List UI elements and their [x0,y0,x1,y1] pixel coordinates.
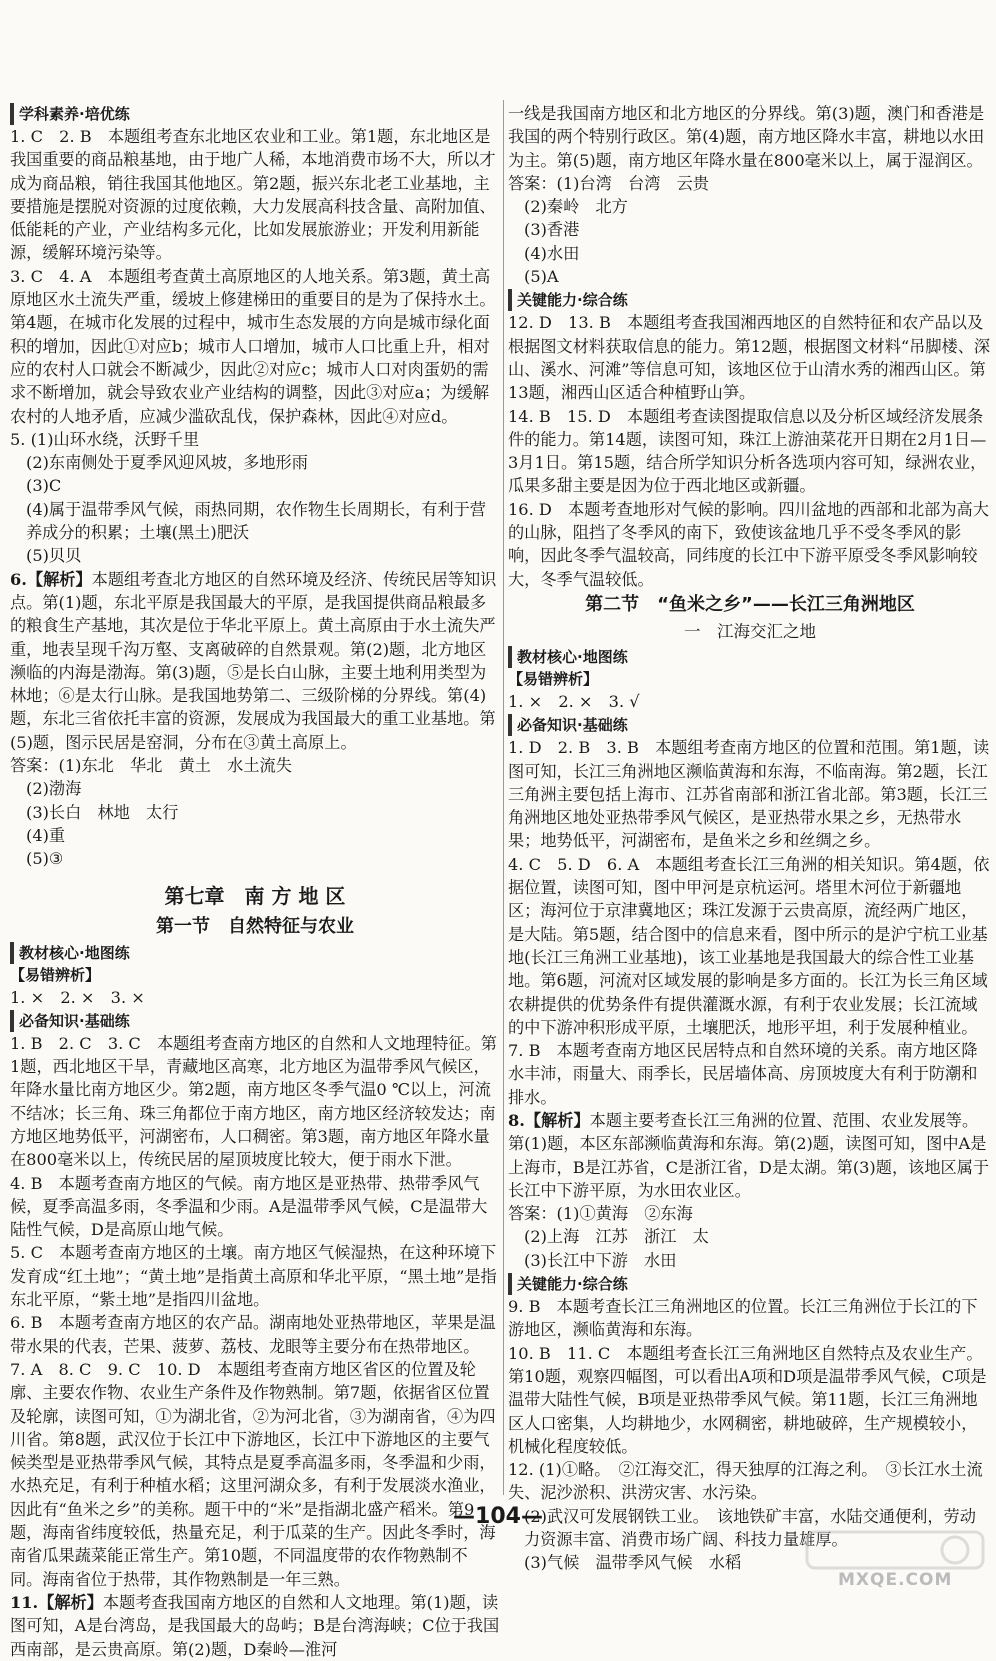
error-analysis-tag: 【易错辨析】 [10,965,101,984]
answer-item: 9. B 本题考查长江三角洲地区的位置。长江三角洲位于长江的下游地区，濒临黄海和东海。 [508,1297,978,1340]
answer-item: 4. C 5. D 6. A 本题组考查长江三角洲的相关知识。第4题，依据位置，读图可知，图中甲河是京杭运河。塔里木河位于新疆地区；海河位于京津冀地区；珠江发源于云贵高原，流经两广地区，是大陆。第5题，结合图中的信息来看，图中所示的是沪宁杭工业基地(长江三角洲工业基地)，该工业基地是我国最大的综合性工业基地。第6题，河流对区域发展的影响是多方面的。长江为长三角区域农耕提供的优势条件有提供灌溉水源，有利于农业发展；长江流域的中下游冲积形成平原，土壤肥沃，地形平坦，利于发展种植业。 [508,854,990,1037]
answer-subitem: (5)A [524,267,559,287]
answer-item: 14. B 15. D 本题组考查读图提取信息以及分析区域经济发展条件的能力。第14题，读图可知，珠江上游油菜花开日期在2月1日—3月1日。第15题，结合所学知识分析各选项内容可知，绿洲农业，瓜果多甜主要是因为位于西北地区或新疆。 [508,406,987,496]
answer-item: 1. × 2. × 3. × [10,987,145,1007]
answer-item: 一线是我国南方地区和北方地区的分界线。第(3)题，澳门和香港是我国的两个特别行政区。第(4)题，南方地区降水丰富，耕地以水田为主。第(5)题，南方地区年降水量在800毫米以上，属于湿润区。 [508,104,985,170]
answer-subitem: (2)武汉可发展钢铁工业。 该地铁矿丰富，水陆交通便利，劳动力资源丰富、消费市场广阔、科技力量雄厚。 [524,1506,976,1550]
right-column [508,102,992,1575]
answer-item: 7. A 8. C 9. C 10. D 本题组考查南方地区省区的位置及轮廓、主要农作物、农业生产条件及作物熟制。第7题，依据省区位置及轮廓，读图可知，①为湖北省，②为河北省，③为湖南省，④为四川省。第8题，武汉位于长江中下游地区，长江中下游地区的主要气候类型是亚热带季风气候，其特点是夏季高温多雨，冬季温和少雨，水热充足，有利于种植水稻；这里河湖众多，有利于发展淡水渔业，因此有“鱼米之乡”的美称。题干中的“米”是指湖北盛产稻米。第9题，海南省纬度较低，热量充足，利于瓜菜的生产。因此冬季时，海南省瓜果蔬菜能正常生产。第10题，不同温度带的农作物熟制不同。海南省位于热带，其作物熟制是一年三熟。 [10,1359,496,1589]
answer-subitem: (2)上海 江苏 浙江 太 [524,1227,709,1247]
analysis-text: 本题组考查北方地区的自然环境及经济、传统民居等知识点。第(1)题，东北平原是我国最大的平原，是我国提供商品粮最多的粮食生产基地，其次是位于华北平原上。黄土高原由于水土流失严重，地表呈现千沟万壑、支离破碎的自然景观。第(2)题，北方地区濒临的内海是渤海。第(3)题，⑤是长白山脉，主要土地利用类型为林地；⑥是太行山脉。是我国地势第二、三级阶梯的分界线。第(4)题，东北三省依托丰富的资源，发展成为我国最大的重工业基地。第(5)题，图示民居是窑洞，分布在③黄土高原上。 [10,569,497,752]
section-tag: 学科素养·培优练 [10,103,500,125]
answer-item [508,1109,992,1202]
answer-subitem: (3)C [26,476,62,496]
answer-item: 12. D 13. B 本题组考查我国湘西地区的自然特征和农产品以及根据图文材料获取信息的能力。第12题，根据图文材料“吊脚楼、深山、溪水、河滩”等信息可知，该地区位于山清水秀的湘西山区。第13题，湘西山区适合种植野山笋。 [508,313,991,403]
subsection-title: 一 江海交汇之地 [684,621,816,641]
section-tag: 必备知识·基础练 [10,1010,500,1032]
section-title: 第一节 自然特征与农业 [156,915,354,937]
answer-item: 答案：(1)①黄海 ②东海 [508,1204,693,1224]
answer-item: 6. B 本题考查南方地区的农产品。湖南地处亚热带地区，苹果是温带水果的代表，芒果、菠萝、荔枝、龙眼等主要分布在热带地区。 [10,1313,496,1356]
answer-item: 12. (1)①略。 ②江海交汇，得天独厚的江海之利。 ③长江水土流失、泥沙淤积、洪涝灾害、水污染。 [508,1460,983,1503]
section-tag: 教材核心·地图练 [508,646,992,668]
analysis-tag: 6.【解析】 [10,569,92,589]
answer-subitem: (3)长白 林地 太行 [26,802,179,822]
answer-item: 10. B 11. C 本题组考查长江三角洲地区自然特点及农业生产。第10题，观察四幅图，可以看出A项和D项是温带季风气候，C项是温带大陆性气候，B项是亚热带季风气候。第11题，长江三角洲地区人口密集，人均耕地少，水网稠密，耕地破碎，生产规模较小，机械化程度较低。 [508,1343,987,1456]
section-tag: 教材核心·地图练 [10,942,500,964]
answer-item: 1. B 2. C 3. C 本题组考查南方地区的自然和人文地理特征。第1题，西北地区干旱，青藏地区高寒，北方地区为温带季风气候区，年降水量比南方地区少。第2题，南方地区冬季气温0 ℃以上，河流不结冰；长三角、珠三角都位于南方地区，南方地区经济较发达；南方地区地势低平，河湖密布，人口稠密。第3题，南方地区年降水量在800毫米以上，传统民居的屋顶坡度比较大，便于雨水下泄。 [10,1033,497,1170]
answer-subitem: (5)③ [26,849,64,869]
analysis-text: 本题主要考查长江三角洲的位置、范围、农业发展等。第(1)题，本区东部濒临黄海和东海。第(2)题，读图可知，图中A是上海市，B是江苏省，C是浙江省，D是太湖。第(3)题，该地区属于长江中下游平原，为水田农业区。 [508,1110,990,1200]
watermark-url: MXQE.COM [838,1570,953,1590]
answer-item: 答案：(1)东北 华北 黄土 水土流失 [10,756,292,776]
answer-subitem: (5)贝贝 [26,546,82,566]
answer-item: 3. C 4. A 本题组考查黄土高原地区的人地关系。第3题，黄土高原地区水土流失严重，缓坡上修建梯田的重要目的是为了保持水土。第4题，在城市化发展的过程中，城市生态发展的方向是城市绿化面积的增加，因此①对应b；城市人口增加，城市人口比重上升，相对应的农村人口就会不断减少，因此②对应c；城市人口对肉蛋奶的需求不断增加，就会导致农业产业结构的调整，因此③对应a；为缓解农村的人地矛盾，应减少滥砍乱伐，保护森林，因此④对应d。 [10,266,496,426]
analysis-text: 本题考查我国南方地区的自然和人文地理。第(1)题，读图可知，A是台湾岛，是我国最大的岛屿；B是台湾海峡；C位于我国西南部，是云贵高原。第(2)题，D秦岭—淮河 [10,1592,500,1659]
page-number: —104— [453,1504,543,1529]
answer-subitem: (4)重 [26,825,66,845]
answer-item: 5. C 本题考查南方地区的土壤。南方地区气候湿热，在这种环境下发育成“红土地”；“黄土地”是指黄土高原和华北平原，“黑土地”是指东北平原，“紫土地”是指四川盆地。 [10,1243,497,1310]
answer-item: 7. B 本题考查南方地区民居特点和自然环境的关系。南方地区降水丰沛，雨量大、雨季长，民居墙体高、房顶坡度大有利于防潮和排水。 [508,1041,978,1107]
answer-item [10,1591,500,1661]
section-tag: 关键能力·综合练 [508,289,992,311]
answer-item: 5. (1)山环水绕，沃野千里 [10,429,200,449]
answer-subitem: (2)渤海 [26,779,82,799]
answer-subitem: (3)长江中下游 水田 [524,1250,677,1270]
section-tag: 必备知识·基础练 [508,714,992,736]
analysis-tag: 8.【解析】 [508,1110,590,1130]
section-title: 第二节 “鱼米之乡”——长江三角洲地区 [585,593,915,615]
answer-item: 1. C 2. B 本题组考查东北地区农业和工业。第1题，东北地区是我国重要的商品粮基地，由于地广人稀，本地消费市场不大，所以才成为商品粮，销往我国其他地区。第2题，振兴东北老工业基地，主要措施是摆脱对资源的过度依赖，大力发展高科技含量、高附加值、低能耗的产业，产业结构多元化，比如发展旅游业；开发利用新能源，缓解环境污染等。 [10,127,496,263]
error-analysis-tag: 【易错辨析】 [508,669,599,688]
answer-item [10,568,500,754]
answer-subitem: (3)香港 [524,220,580,240]
left-column [10,102,500,1661]
column-divider [503,100,504,1495]
answer-subitem: (4)属于温带季风气候，雨热同期，农作物生长周期长，有利于营养成分的积累；土壤(黑土)肥沃 [26,499,486,543]
answer-item: 16. D 本题考查地形对气候的影响。四川盆地的西部和北部为高大的山脉，阻挡了冬季风的南下，致使该盆地几乎不受冬季风的影响，因此冬季气温较高，同纬度的长江中下游平原受冬季风影响较大，冬季气温较低。 [508,499,989,589]
answer-item: 1. × 2. × 3. √ [508,691,640,711]
answer-subitem: (3)气候 温带季风气候 水稻 [524,1553,742,1573]
answer-item: 1. D 2. B 3. B 本题组考查南方地区的位置和范围。第1题，读图可知，长江三角洲地区濒临黄海和东海，不临南海。第2题，长江三角洲主要包括上海市、江苏省南部和浙江省北部。第3题，长江三角洲地区地处亚热带季风气候区，是亚热带水果之乡，无热带水果；地势低平，河湖密布，是鱼米之乡和丝绸之乡。 [508,738,990,851]
analysis-tag: 11.【解析】 [10,1592,103,1612]
section-tag: 关键能力·综合练 [508,1273,992,1295]
answer-subitem: (2)秦岭 北方 [524,197,628,217]
answer-item: 4. B 本题考查南方地区的气候。南方地区是亚热带、热带季风气候，夏季高温多雨，冬季温和少雨。A是温带季风气候，C是温带大陆性气候，D是高原山地气候。 [10,1173,488,1240]
answer-subitem: (2)东南侧处于夏季风迎风坡，多地形雨 [26,453,308,473]
answer-subitem: (4)水田 [524,243,580,263]
chapter-title: 第七章 南 方 地 区 [164,883,346,908]
answer-item: 答案：(1)台湾 台湾 云贵 [508,173,709,193]
